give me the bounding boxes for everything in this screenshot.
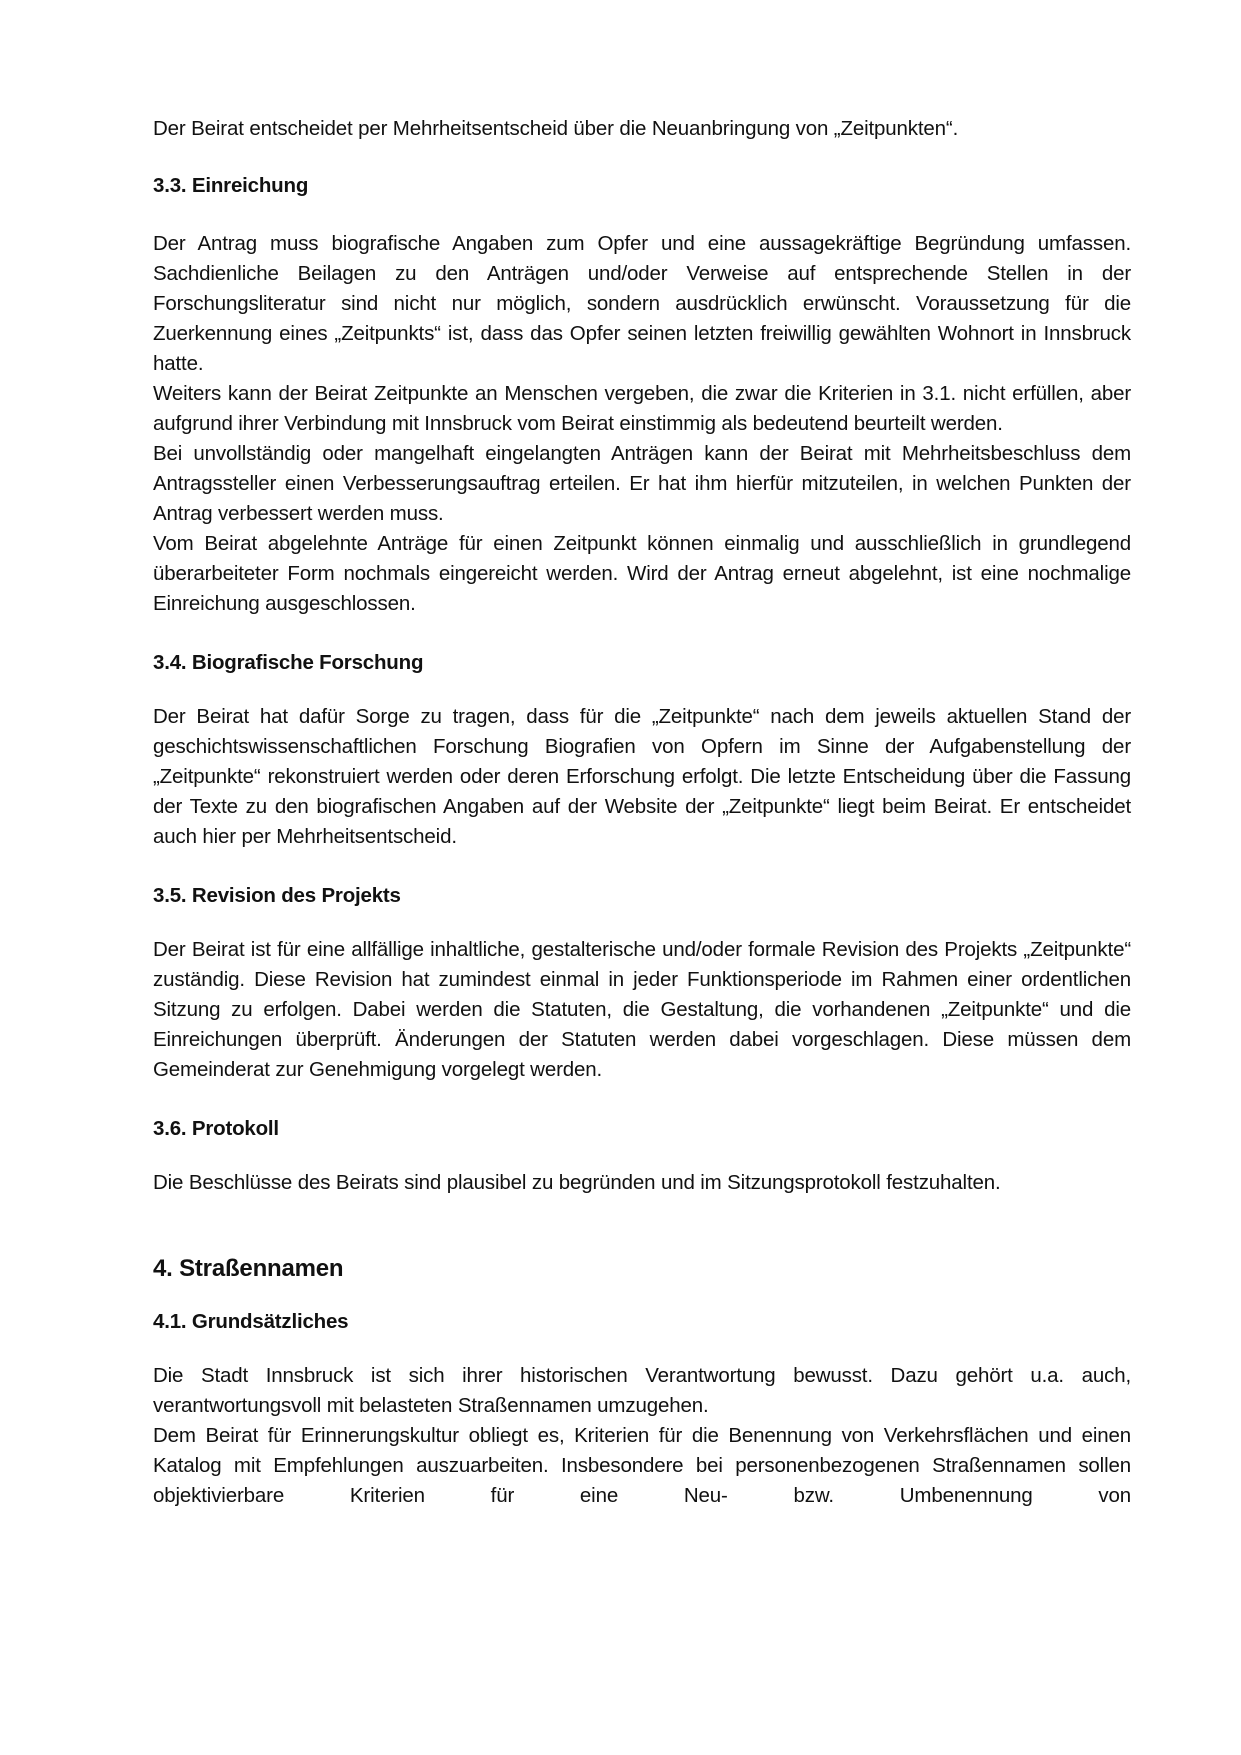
chapter-heading-4: 4. Straßennamen [153, 1255, 344, 1282]
section-4-1-paragraph-1: Die Stadt Innsbruck ist sich ihrer historischen Verantwortung bewusst. Dazu gehört u.a. auch, verantwortungsvoll mit belasteten Straßennamen umzugehen. [153, 1364, 1131, 1417]
section-heading-3-4: 3.4. Biografische Forschung [153, 651, 424, 674]
section-3-4-paragraph-1: Der Beirat hat dafür Sorge zu tragen, dass für die „Zeitpunkte“ nach dem jeweils aktuellen Stand der geschichtswissenschaftlichen Forschung Biografien von Opfern im Sinne der Aufgabenstellung der „Zeitpunkte“ rekonstruiert werden oder deren Erforschung erfolgt. Die letzte Entscheidung über die Fassung der Texte zu den biografischen Angaben auf der Website der „Zeitpunkte“ liegt beim Beirat. Er entscheidet auch hier per Mehrheitsentscheid. [153, 705, 1131, 848]
section-heading-3-3: 3.3. Einreichung [153, 174, 309, 197]
intro-paragraph: Der Beirat entscheidet per Mehrheitsentscheid über die Neuanbringung von „Zeitpunkten“. [153, 117, 959, 140]
section-heading-3-5: 3.5. Revision des Projekts [153, 884, 401, 907]
section-4-1-paragraph-2: Dem Beirat für Erinnerungskultur obliegt es, Kriterien für die Benennung von Verkehrsflächen und einen Katalog mit Empfehlungen auszuarbeiten. Insbesondere bei personenbezogenen Straßennamen sollen objektivierbare Kriterien für eine Neu- bzw. Umbenennung von [153, 1424, 1131, 1507]
section-3-3-paragraph-1: Der Antrag muss biografische Angaben zum Opfer und eine aussagekräftige Begründung umfassen. Sachdienliche Beilagen zu den Anträgen und/oder Verweise auf entsprechende Stellen in der Forschungsliteratur sind nicht nur möglich, sondern ausdrücklich erwünscht. Voraussetzung für die Zuerkennung eines „Zeitpunkts“ ist, dass das Opfer seinen letzten freiwillig gewählten Wohnort in Innsbruck hatte. [153, 232, 1131, 375]
section-3-5-paragraph-1: Der Beirat ist für eine allfällige inhaltliche, gestalterische und/oder formale Revision des Projekts „Zeitpunkte“ zuständig. Diese Revision hat zumindest einmal in jeder Funktionsperiode im Rahmen einer ordentlichen Sitzung zu erfolgen. Dabei werden die Statuten, die Gestaltung, die vorhandenen „Zeitpunkte“ und die Einreichungen überprüft. Änderungen der Statuten werden dabei vorgeschlagen. Diese müssen dem Gemeinderat zur Genehmigung vorgelegt werden. [153, 938, 1131, 1081]
section-heading-4-1: 4.1. Grundsätzliches [153, 1310, 349, 1333]
section-3-3-paragraph-4: Vom Beirat abgelehnte Anträge für einen Zeitpunkt können einmalig und ausschließlich in grundlegend überarbeiteter Form nochmals eingereicht werden. Wird der Antrag erneut abgelehnt, ist eine nochmalige Einreichung ausgeschlossen. [153, 532, 1131, 615]
section-3-6-paragraph-1: Die Beschlüsse des Beirats sind plausibel zu begründen und im Sitzungsprotokoll festzuhalten. [153, 1171, 1001, 1194]
document-page [153, 114, 1131, 1511]
section-heading-3-6: 3.6. Protokoll [153, 1117, 279, 1140]
section-3-3-paragraph-3: Bei unvollständig oder mangelhaft eingelangten Anträgen kann der Beirat mit Mehrheitsbeschluss dem Antragssteller einen Verbesserungsauftrag erteilen. Er hat ihm hierfür mitzuteilen, in welchen Punkten der Antrag verbessert werden muss. [153, 442, 1131, 525]
section-3-3-paragraph-2: Weiters kann der Beirat Zeitpunkte an Menschen vergeben, die zwar die Kriterien in 3.1. nicht erfüllen, aber aufgrund ihrer Verbindung mit Innsbruck vom Beirat einstimmig als bedeutend beurteilt werden. [153, 382, 1131, 435]
